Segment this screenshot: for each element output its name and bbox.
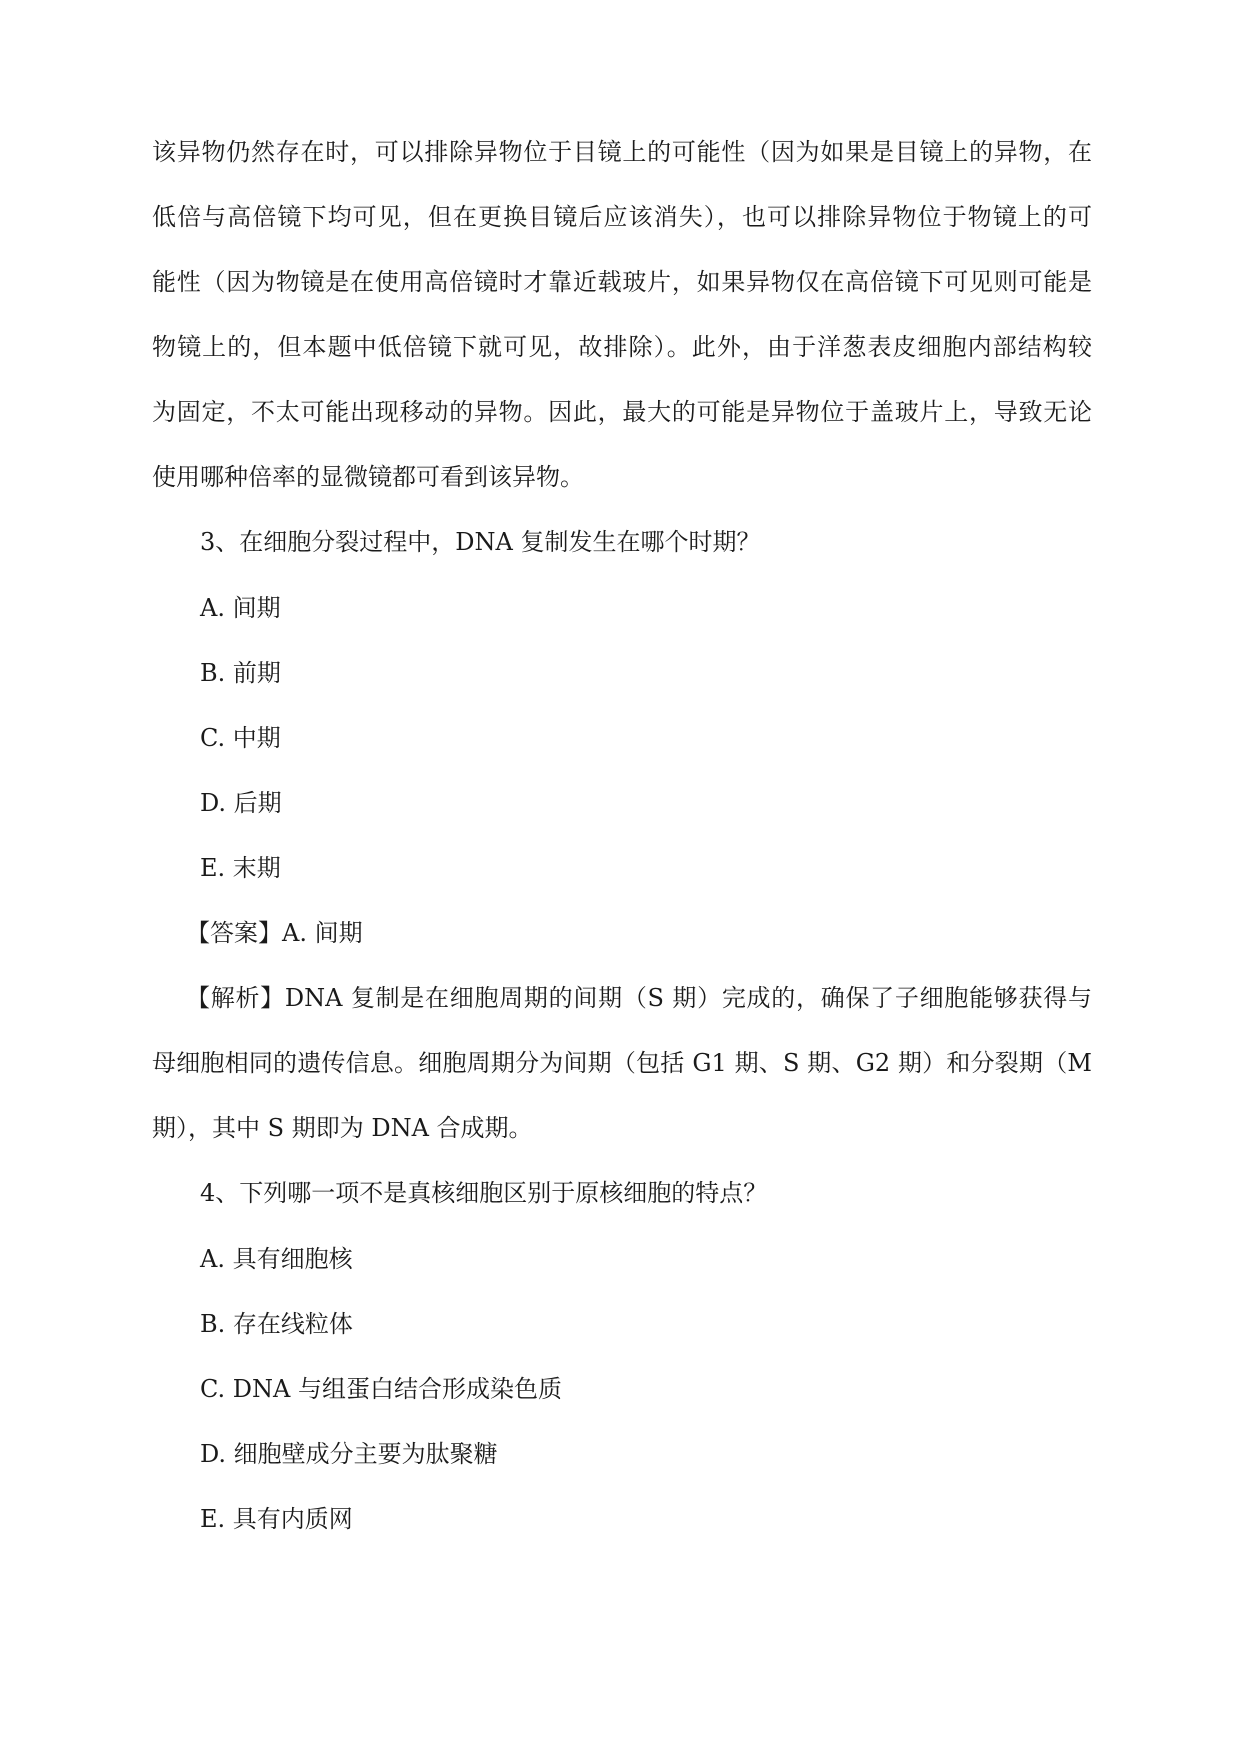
question-4-text: 4、下列哪一项不是真核细胞区别于原核细胞的特点？ — [200, 1179, 768, 1207]
explanation-line-6: 使用哪种倍率的显微镜都可看到该异物。 — [152, 463, 584, 491]
q4-option-d: D. 细胞壁成分主要为肽聚糖 — [200, 1440, 498, 1468]
explanation-line-5: 为固定，不太可能出现移动的异物。因此，最大的可能是异物位于盖玻片上，导致无论 — [152, 398, 1092, 426]
q3-analysis-line-1: 【解析】DNA 复制是在细胞周期的间期（S 期）完成的，确保了子细胞能够获得与 — [186, 984, 1092, 1012]
q4-option-a: A. 具有细胞核 — [200, 1245, 353, 1273]
q3-analysis-line-2: 母细胞相同的遗传信息。细胞周期分为间期（包括 G1 期、S 期、G2 期）和分裂期（M — [152, 1049, 1092, 1077]
q3-option-d: D. 后期 — [200, 789, 282, 817]
q3-option-e: E. 末期 — [200, 854, 281, 882]
q3-option-b: B. 前期 — [200, 659, 281, 687]
question-3-text: 3、在细胞分裂过程中，DNA 复制发生在哪个时期？ — [200, 528, 761, 556]
explanation-line-3: 能性（因为物镜是在使用高倍镜时才靠近载玻片，如果异物仅在高倍镜下可见则可能是 — [152, 268, 1092, 296]
q3-answer: 【答案】A. 间期 — [186, 919, 363, 947]
q3-option-a: A. 间期 — [200, 594, 281, 622]
q3-analysis-line-3: 期），其中 S 期即为 DNA 合成期。 — [152, 1114, 533, 1142]
q4-option-c: C. DNA 与组蛋白结合形成染色质 — [200, 1375, 562, 1403]
explanation-line-2: 低倍与高倍镜下均可见，但在更换目镜后应该消失），也可以排除异物位于物镜上的可 — [152, 203, 1092, 231]
explanation-line-4: 物镜上的，但本题中低倍镜下就可见，故排除）。此外，由于洋葱表皮细胞内部结构较 — [152, 333, 1092, 361]
q4-option-e: E. 具有内质网 — [200, 1505, 353, 1533]
q4-option-b: B. 存在线粒体 — [200, 1310, 353, 1338]
q3-option-c: C. 中期 — [200, 724, 281, 752]
explanation-line-1: 该异物仍然存在时，可以排除异物位于目镜上的可能性（因为如果是目镜上的异物，在 — [152, 138, 1092, 166]
